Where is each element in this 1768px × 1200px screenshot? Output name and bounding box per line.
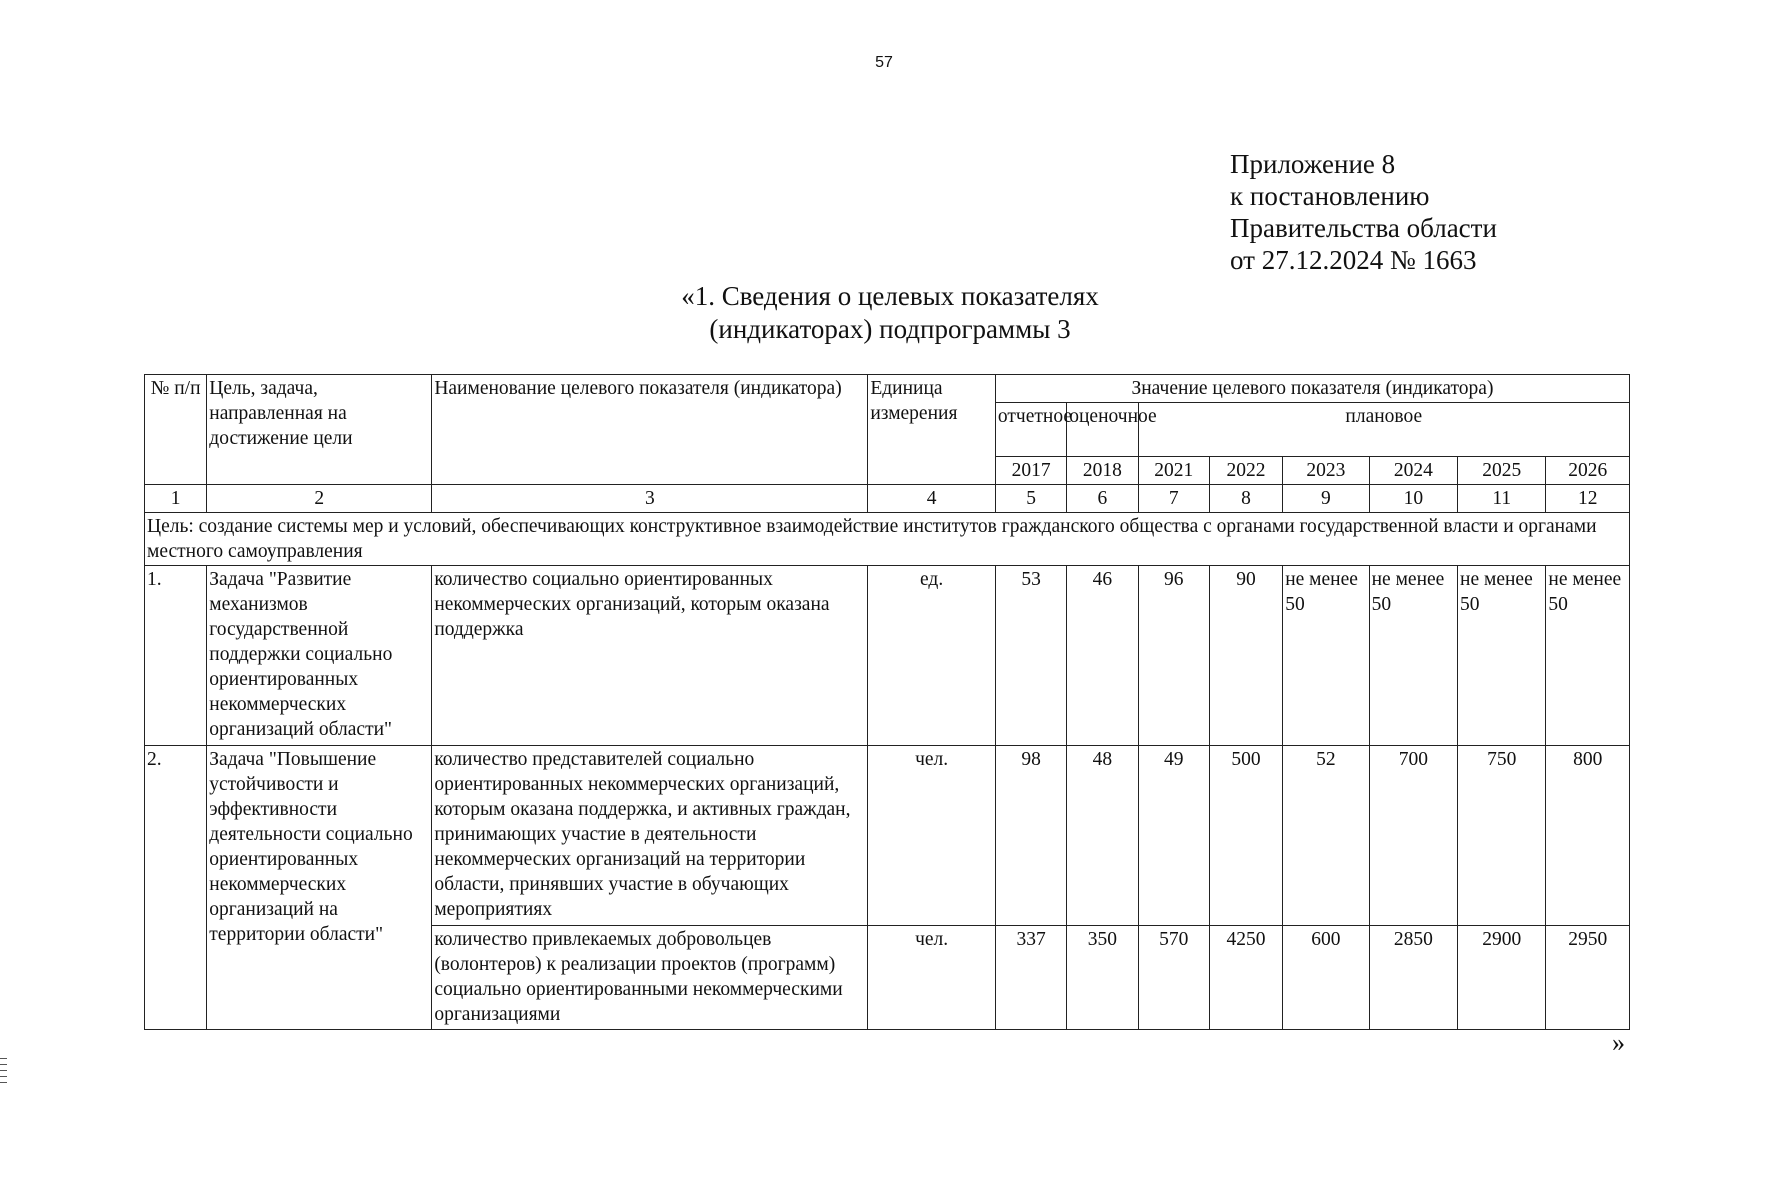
header-year: 2026 [1546, 457, 1630, 485]
row-unit: чел. [868, 746, 996, 926]
header-year: 2024 [1369, 457, 1457, 485]
row-value: не менее 50 [1546, 566, 1630, 746]
row-value: 500 [1209, 746, 1282, 926]
row-value: 98 [995, 746, 1066, 926]
header-year: 2018 [1067, 457, 1138, 485]
row-value: 2850 [1369, 926, 1457, 1030]
column-number: 11 [1458, 485, 1546, 513]
appendix-line: Правительства области [1230, 213, 1497, 243]
column-number: 1 [145, 485, 207, 513]
header-values: Значение целевого показателя (индикатора) [995, 375, 1629, 403]
scan-margin-marks [0, 1058, 8, 1088]
indicators-table [144, 374, 1630, 1030]
title-line: (индикаторах) подпрограммы 3 [709, 314, 1071, 344]
row-indicator: количество привлекаемых добровольцев (волонтеров) к реализации проектов (программ) социально ориентированными некоммерческими организациями [432, 926, 868, 1030]
row-value: не менее 50 [1369, 566, 1457, 746]
document-title [560, 280, 1220, 346]
column-number: 9 [1283, 485, 1369, 513]
row-value: не менее 50 [1283, 566, 1369, 746]
column-number: 7 [1138, 485, 1209, 513]
header-planned: плановое [1138, 403, 1629, 457]
page-number: 57 [875, 54, 893, 71]
row-indicator: количество представителей социально ориентированных некоммерческих организаций, которым оказана поддержка, и активных граждан, принимающих участие в деятельности некоммерческих организаций на территории области, принявших участие в обучающих мероприятиях [432, 746, 868, 926]
column-number: 3 [432, 485, 868, 513]
header-year: 2025 [1458, 457, 1546, 485]
header-year: 2022 [1209, 457, 1282, 485]
row-value: 4250 [1209, 926, 1282, 1030]
table-row [145, 566, 1630, 746]
row-value: 53 [995, 566, 1066, 746]
column-number: 6 [1067, 485, 1138, 513]
row-value: 48 [1067, 746, 1138, 926]
column-number: 2 [207, 485, 432, 513]
row-value: 96 [1138, 566, 1209, 746]
appendix-line: к постановлению [1230, 181, 1430, 211]
row-value: 46 [1067, 566, 1138, 746]
row-task: Задача "Повышение устойчивости и эффективности деятельности социально ориентированных некоммерческих организаций на территории области" [207, 746, 432, 1030]
header-year: 2023 [1283, 457, 1369, 485]
row-value: 570 [1138, 926, 1209, 1030]
appendix-header [1230, 148, 1497, 276]
row-value: 750 [1458, 746, 1546, 926]
row-value: 2900 [1458, 926, 1546, 1030]
row-value: 600 [1283, 926, 1369, 1030]
row-num: 2. [145, 746, 207, 1030]
row-unit: ед. [868, 566, 996, 746]
row-unit: чел. [868, 926, 996, 1030]
column-number: 8 [1209, 485, 1282, 513]
row-value: не менее 50 [1458, 566, 1546, 746]
header-unit: Единица измерения [868, 375, 996, 485]
closing-quote: » [1612, 1028, 1625, 1057]
appendix-line: от 27.12.2024 № 1663 [1230, 245, 1477, 275]
appendix-line: Приложение 8 [1230, 149, 1396, 179]
header-estimated: оценочное [1067, 403, 1138, 457]
row-value: 800 [1546, 746, 1630, 926]
row-value: 337 [995, 926, 1066, 1030]
goal-row: Цель: создание системы мер и условий, обеспечивающих конструктивное взаимодействие институтов гражданского общества с органами государственной власти и органами местного самоуправления [145, 513, 1630, 566]
row-value: 52 [1283, 746, 1369, 926]
row-indicator: количество социально ориентированных некоммерческих организаций, которым оказана поддержка [432, 566, 868, 746]
header-indicator: Наименование целевого показателя (индикатора) [432, 375, 868, 485]
row-value: 90 [1209, 566, 1282, 746]
row-task: Задача "Развитие механизмов государственной поддержки социально ориентированных некоммерческих организаций области" [207, 566, 432, 746]
row-num: 1. [145, 566, 207, 746]
column-number: 10 [1369, 485, 1457, 513]
column-number: 12 [1546, 485, 1630, 513]
header-num: № п/п [145, 375, 207, 485]
row-value: 2950 [1546, 926, 1630, 1030]
header-year: 2021 [1138, 457, 1209, 485]
header-goal: Цель, задача, направленная на достижение цели [207, 375, 432, 485]
row-value: 350 [1067, 926, 1138, 1030]
column-number: 4 [868, 485, 996, 513]
row-value: 49 [1138, 746, 1209, 926]
header-reported: отчетное [995, 403, 1066, 457]
header-year: 2017 [995, 457, 1066, 485]
title-line: «1. Сведения о целевых показателях [681, 281, 1099, 311]
table-row [145, 746, 1630, 926]
column-number: 5 [995, 485, 1066, 513]
row-value: 700 [1369, 746, 1457, 926]
